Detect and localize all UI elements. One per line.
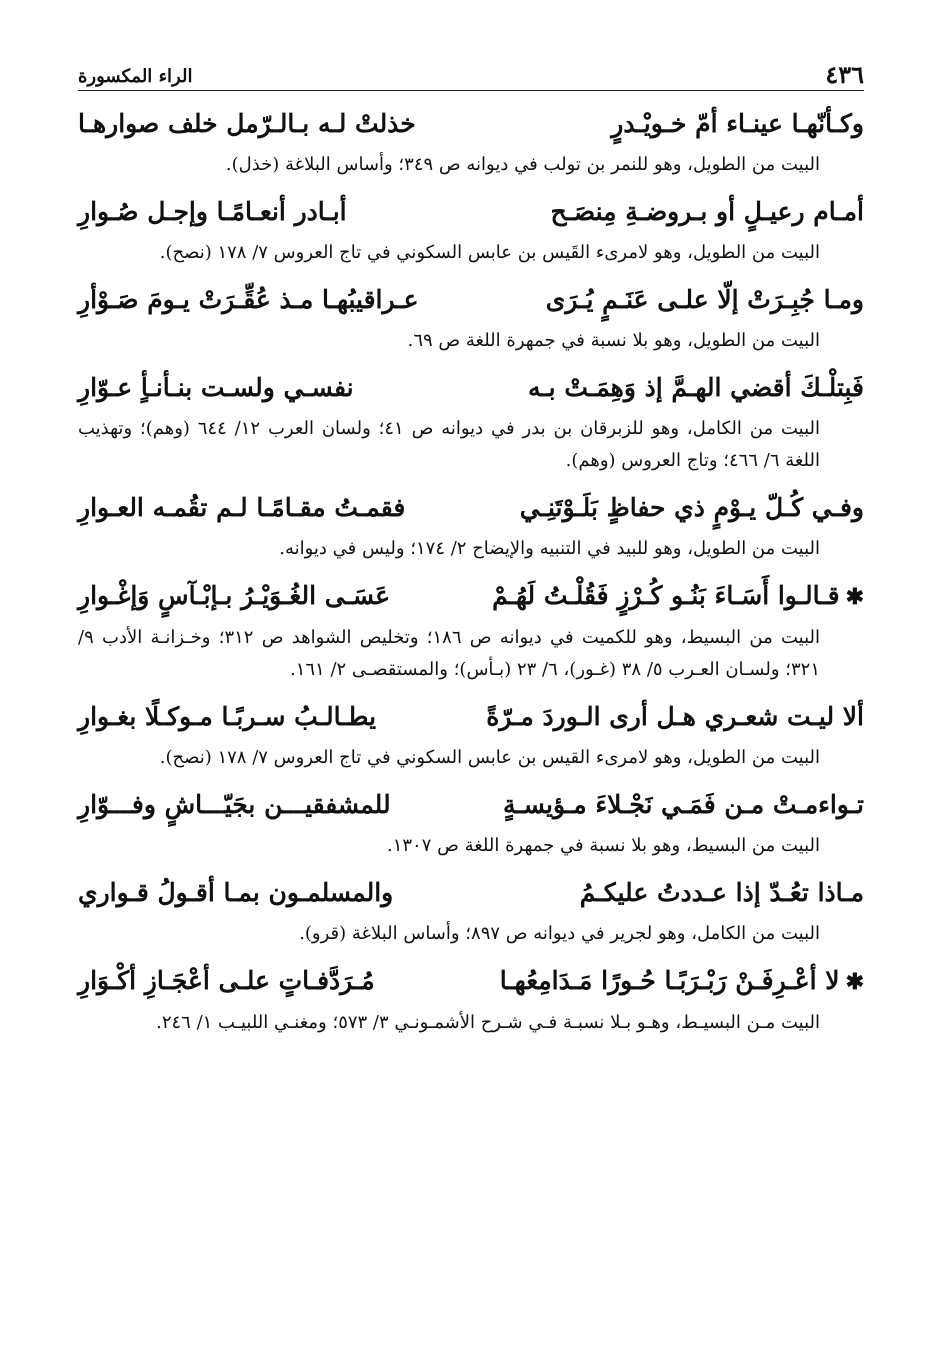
page-header (78, 56, 864, 91)
poetry-entry (78, 571, 864, 686)
poetry-entry (78, 692, 864, 774)
verse-citation: البيت من الطويل، وهو للنمر بن تولب في ديوانه ص ٣٤٩؛ وأساس البلاغة (خذل). (225, 154, 820, 175)
verse-line (78, 692, 864, 742)
verse-citation: البيت من البسيط، وهو بلا نسبة في جمهرة اللغة ص ١٣٠٧. (386, 835, 820, 856)
verse-second-hemistich: يطـالـبُ سـربًـا مـوكـلًا بغـوارِ (78, 702, 377, 731)
verse-first-hemistich (500, 956, 864, 1007)
verse-first-hemistich: مـاذا تعُـدّ إذا عـددتُ عليكـمُ (579, 878, 864, 907)
verse-second-hemistich: خذلتْ لـه بـالـرّمل خلف صوارهـا (78, 109, 416, 138)
poetry-entry (78, 868, 864, 950)
verse-first-hemistich: فَبِتلْـكَ أقضي الهـمَّ إذ وَهِمَـتْ بـه (527, 373, 864, 402)
poetry-entry (78, 956, 864, 1039)
verse-line (78, 363, 864, 413)
hemistich-text: لا أعْـرِفَـنْ رَبْـرَبًـا حُـورًا مَـدَامِعُهـا (499, 966, 840, 995)
verse-second-hemistich: عَسَـى الغُـوَيْـرُ بـإبْـآسٍ وَإغْـوارِ (78, 581, 391, 610)
verse-second-hemistich: والمسلمـون بمـا أقـولُ قـواري (78, 878, 394, 907)
poetry-entry (78, 187, 864, 269)
verse-line (78, 956, 864, 1007)
verse-second-hemistich: نفسـي ولسـت بنـأنـأٍ عـوّارِ (78, 373, 354, 402)
verse-second-hemistich: مُـرَدَّفـاتٍ علـى أعْجَـازِ أكْـوَارِ (78, 966, 375, 995)
verse-second-hemistich: عـراقيبُهـا مـذ عُقِّـرَتْ يـومَ صَـوْأرِ (78, 285, 419, 314)
verse-first-hemistich: ألا ليـت شعـري هـل أرى الـوردَ مـرّةً (486, 702, 864, 731)
verse-line (78, 868, 864, 918)
verse-citation: البيت من الطويل، وهو للبيد في التنبيه والإيضاح ٢/ ١٧٤؛ وليس في ديوانه. (279, 538, 820, 559)
verse-line (78, 780, 864, 830)
verse-line (78, 187, 864, 237)
verse-first-hemistich: أمـام رعيـلٍ أو بـروضـةِ مِنصَـح (550, 197, 864, 226)
verse-first-hemistich: وكـأنّهـا عينـاء أمّ خـويْـدرٍ (611, 109, 864, 138)
verse-first-hemistich (492, 571, 864, 622)
verse-citation: البيت من الطويل، وهو لامرىء القيس بن عابس السكوني في تاج العروس ٧/ ١٧٨ (نصح). (159, 747, 820, 768)
hemistich-text: قـالـوا أَسَـاءَ بَنُـو كُـرْزٍ فَقُلْـتُ لَهُـمْ (492, 581, 840, 610)
verse-citation: البيت من الكامل، وهو للزبرقان بن بدر في ديوانه ص ٤١؛ ولسان العرب ١٢/ ٦٤٤ (وهم)؛ وتهذيب اللغة ٦/ ٤٦٦؛ وتاج العروس (وهم). (78, 418, 820, 471)
verse-citation: البيت من الطويل، وهو بلا نسبة في جمهرة اللغة ص ٦٩. (407, 330, 820, 351)
entries-list (78, 99, 864, 1039)
poetry-entry (78, 780, 864, 862)
verse-citation: البيت مـن البسيـط، وهـو بـلا نسبـة فـي شـرح الأشمـونـي ٣/ ٥٧٣؛ ومغنـي اللبيـب ١/ ٢٤٦. (156, 1012, 820, 1033)
star-marker-icon: ✱ (845, 584, 864, 610)
verse-first-hemistich: ومـا جُبِـرَتْ إلّا علـى عَنَـمٍ يُـرَى (545, 285, 864, 314)
verse-first-hemistich: تـواءمـتْ مـن فَمَـي نَجْـلاءَ مـؤيسـةٍ (503, 790, 864, 819)
verse-line (78, 483, 864, 533)
verse-second-hemistich: للمشفقيـــن بجَيّـــاشٍ وفـــوّارِ (78, 790, 391, 819)
poetry-entry (78, 275, 864, 357)
book-page (78, 56, 864, 1045)
poetry-entry (78, 99, 864, 181)
verse-line (78, 275, 864, 325)
running-title: الراء المكسورة (78, 66, 193, 87)
verse-citation: البيت من الطويل، وهو لامرىء القَيس بن عابس السكوني في تاج العروس ٧/ ١٧٨ (نصح). (159, 242, 820, 263)
poetry-entry (78, 363, 864, 477)
verse-second-hemistich: أبـادر أنعـامًـا وإجـل صُـوارِ (78, 197, 347, 226)
poetry-entry (78, 483, 864, 565)
verse-line (78, 99, 864, 149)
verse-line (78, 571, 864, 622)
verse-second-hemistich: فقمـتُ مقـامًـا لـم تقُمـه العـوارِ (78, 493, 406, 522)
verse-first-hemistich: وفـي كُـلّ يـوْمٍ ذي حفاظٍ بَلَـوْتَنِـي (519, 493, 864, 522)
verse-citation: البيت من البسيط، وهو للكميت في ديوانه ص ١٨٦؛ وتخليص الشواهد ص ٣١٢؛ وخـزانـة الأدب ٩/ ٣٢١؛ ولسـان العـرب ٥/ ٣٨ (غـور)، ٦/ ٢٣ (بـأس)؛ والمستقصـى ٢/ ١٦١. (78, 627, 820, 680)
page-number: ٤٣٦ (825, 60, 864, 89)
star-marker-icon: ✱ (845, 969, 864, 995)
verse-citation: البيت من الكامل، وهو لجرير في ديوانه ص ٨٩٧؛ وأساس البلاغة (قرو). (299, 923, 820, 944)
